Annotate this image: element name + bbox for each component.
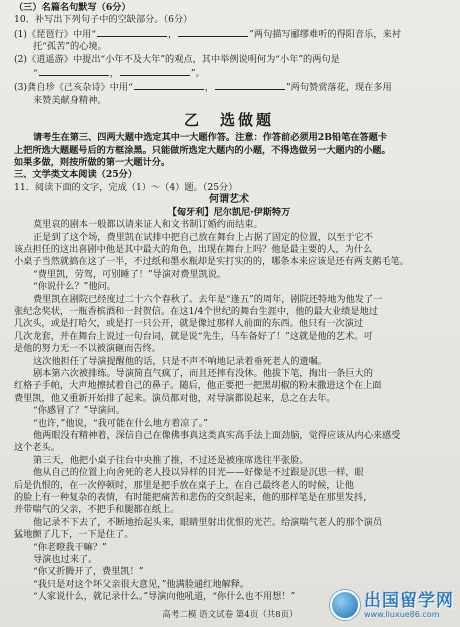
story-line: 的脸上有一种复杂的表情，有时能把痛苦和悲伤的交织起来，他的那样笔是在那里发抖， (14, 492, 373, 504)
story-line: 猛地颤了几下，一下是住了。 (14, 529, 134, 541)
story-line: 导演也过来了。 (33, 554, 98, 566)
story-line: 几次头，或是打哈欠，或是打一只公开，就是像过那样人前面的东西。他只有一次演过 (14, 318, 364, 330)
q10-3-text-b: ， (204, 82, 214, 94)
story-line: 他从自己的位置上向舍死的老人投以异样的目光——好像是不过跟是沉思一样，眼 (33, 467, 364, 479)
q10-3-blank-a[interactable] (134, 80, 204, 90)
story-line: 莫里哀的剧本一般都以请来证人和文书制订婚约而结束。 (33, 219, 263, 231)
watermark-name: 出国留学网 (364, 590, 454, 611)
section-heading-literary: 三、文学类文本阅读（25分） (14, 169, 138, 181)
story-line: “你老瞪我干嘛？” (33, 541, 107, 553)
q10-1-text-b: ， (168, 28, 178, 40)
story-line: 是他的努力无一不以被演砸而告终。 (14, 343, 161, 355)
story-line: 正是到了这个场，费里凯在试排中把自己放在舞台上占据了固定的位置，以至于它不 (33, 231, 373, 243)
question-10-3-cont: 来赞美献身精神。 (33, 94, 107, 106)
q10-2-blank-a[interactable] (39, 66, 109, 76)
story-line: 后是仇恨的，在一次停顿时，那里是把手放在桌子上，在自己最终老人的时候，让他 (14, 479, 354, 491)
q10-2-text-c: ， (109, 68, 119, 80)
story-line: 第三天，他把小桌子往台中央推了推，不过还是被座席选往半张脸。 (33, 454, 309, 466)
story-body (14, 219, 444, 604)
story-line: “你感冒了？”导演问。 (33, 405, 126, 417)
q10-3-blank-b[interactable] (215, 80, 285, 90)
page-content (14, 2, 444, 604)
question-10-2: (2)《逍遥游》中提出“小年不及大年”的观点，其中举例说明何为“小年”的两句是 (14, 53, 340, 65)
q10-1-text-d: 托“孤苦”的心境。 (33, 41, 107, 53)
q10-1-blank-b[interactable] (178, 27, 248, 37)
story-author: 【匈牙利】尼尔凯尼·伊斯特万 (167, 206, 291, 218)
watermark-url: www.liuxue86.com (364, 609, 440, 619)
story-line: “也许，”他说，“我可能在什么地方着凉了。” (33, 417, 208, 429)
story-line: 他两眼没有精神着，深信自己在像佛事真这类真实高手法上面劲脑，觉得应该从内心来感受 (33, 430, 401, 441)
story-line: 小桌子当然就搞在这了一半，不过纸和墨水瓶却是实打实的的，哪条本来应该是还有两支鹅毛笔。 (14, 256, 410, 268)
story-title: 何谓艺术 (209, 194, 249, 206)
q10-3-text-c: ”两句赞赏落花，现在多用 (285, 82, 392, 94)
globe-logo-icon (330, 590, 360, 620)
story-line: 费里凯，他又重新开始排了起来。演员都对他，对导演都说起来，总之在去年。 (14, 392, 336, 404)
story-line: 几次龙套，并在舞台上说过一句台词，就是说“先生，马车备好了！”这就是他的艺术。可 (14, 330, 373, 342)
instructions-line-1: 请考生在第三、四两大题中选定其中一大题作答。注意：作答前必须用2B铅笔在答题卡 (33, 132, 388, 144)
question-10-2-cont (14, 66, 444, 80)
story-line: “人家说什么，就记录什么。”导演向他吼道，“你什么也不用想！” (33, 591, 296, 603)
story-line: 他记录不下去了，不断地抬起头来，眼睛里射出优恨的光芒。给演喘气老人的那个演员 (33, 516, 383, 528)
q10-1-text-c: ”两句描写郦缪难听的得阳音乐，来衬 (249, 28, 401, 40)
section-heading-famous-quotes: （三）名篇名句默写（6分） (14, 2, 131, 13)
story-line: 并带喘气的父亲，不把手和腿都在纸上。 (14, 504, 180, 516)
q10-1-text-a: (1)《琵琶行》中用“ (14, 28, 97, 40)
story-line: 张纪念奖状，一瓶香槟酒和一封贺信。在这1/4个世纪的舞台生涯中，他的最大业绩是地过 (14, 305, 378, 317)
story-line: 这次他担任了导演提醒他的话，只是不声不响地记录着垂死老人的遗嘱。 (33, 355, 327, 367)
story-line: “费里凯，劳驾，可别睡了！”导演对费里凯说。 (33, 268, 227, 280)
question-10-1-cont (14, 41, 444, 53)
story-line: 费里凯在剧院已经度过二十六个春秋了。去年是“逢五”的周年，剧院还特地为他发了一 (33, 293, 383, 305)
q10-2-blank-b[interactable] (120, 66, 190, 76)
question-10: 10．补写出下列句子中的空缺部分。（6分） (14, 14, 193, 26)
page-footer: 高考二模 语文试卷 第4页（共8页） (162, 610, 298, 620)
story-line: “你又折腾开了，费里凯！” (33, 566, 144, 578)
question-10-3 (14, 80, 444, 94)
story-line: 剧本第六次被排练。导演简直气疯了，而且还摔有没休。他拔下笔，掏出一条巨大的 (33, 367, 373, 379)
story-line: “你说什么？”他问。 (33, 281, 116, 293)
q10-3-text-a: (3)龚自珍《己亥杂诗》中用“ (14, 82, 133, 94)
q10-2-text-d: ”。 (190, 68, 205, 80)
q10-1-blank-a[interactable] (97, 27, 167, 37)
watermark (330, 588, 455, 622)
story-line: “我只是对这个坏父亲很大意见，”他满脸通红地解释。 (33, 578, 250, 590)
story-line: 该点担任的这出喜剧中他是其中最大的角色，出现在舞台上吗？他是最主要的人，为什么 (14, 243, 373, 255)
instructions-line-3: 如果多做，则按所做的第一大题计分。 (14, 157, 171, 169)
question-11: 11．阅读下面的文字，完成（1）～（4）题。（25分） (14, 181, 238, 193)
instructions-line-2: 上把所选大题题号后的方框涂黑。只能做所选定大题内的小题，不得选做另一大题内的小题。 (14, 144, 391, 156)
story-line: 这个老头。 (14, 442, 60, 454)
part-title: 乙 选做题 (183, 111, 274, 130)
story-line: 红格子手帕，大声地擦拭着自己的鼻子。随后，他正要把一把黑胡椒的粉末撒进这个在上面 (14, 380, 382, 392)
question-10-1 (14, 27, 444, 41)
q10-2-text-b: “ (33, 68, 38, 80)
